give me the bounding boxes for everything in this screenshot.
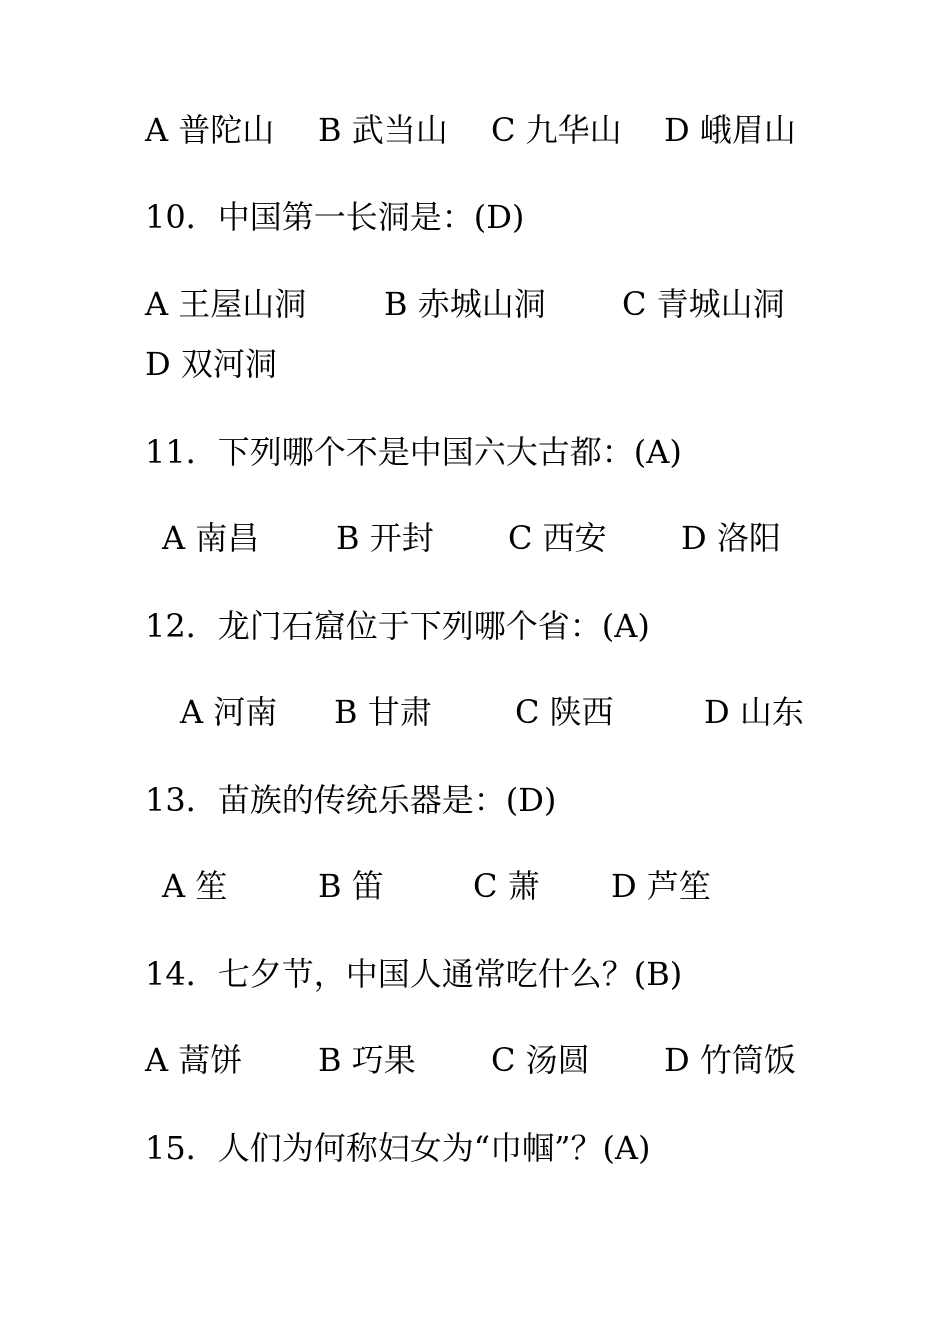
q15-question: 15．人们为何称妇女为“巾帼”？(A): [145, 1129, 651, 1167]
q9-option-d: D 峨眉山: [664, 111, 796, 149]
q13-options-row: [0, 866, 950, 906]
q13-option-d: D 芦笙: [611, 867, 711, 905]
q11-option-d: D 洛阳: [681, 519, 781, 557]
q12-options-row: [0, 692, 950, 732]
q13-option-a: A 笙: [162, 867, 228, 905]
q11-option-c: C 西安: [508, 519, 607, 557]
q9-option-b: B 武当山: [318, 111, 448, 149]
q9-option-c: C 九华山: [491, 111, 622, 149]
q13-option-b: B 笛: [318, 867, 384, 905]
q12-option-d: D 山东: [704, 693, 804, 731]
q10-option-b: B 赤城山洞: [384, 285, 546, 323]
q14-option-b: B 巧果: [318, 1041, 416, 1079]
q10-question: 10．中国第一长洞是：(D): [145, 198, 525, 236]
q12-option-b: B 甘肃: [334, 693, 432, 731]
q14-option-d: D 竹筒饭: [664, 1041, 796, 1079]
q14-options-row: [0, 1040, 950, 1080]
q10-option-c: C 青城山洞: [622, 285, 785, 323]
q13-option-c: C 萧: [473, 867, 540, 905]
q11-option-a: A 南昌: [162, 519, 260, 557]
q9-option-a: A 普陀山: [145, 111, 275, 149]
q12-question: 12．龙门石窟位于下列哪个省：(A): [145, 607, 650, 645]
q11-question: 11．下列哪个不是中国六大古都：(A): [145, 433, 682, 471]
q10-option-d: D 双河洞: [145, 345, 277, 383]
q14-question: 14．七夕节，中国人通常吃什么？(B): [145, 955, 683, 993]
q10-options-row: [0, 284, 950, 324]
q14-option-a: A 蒿饼: [145, 1041, 243, 1079]
q12-option-a: A 河南: [180, 693, 278, 731]
q13-question: 13．苗族的传统乐器是：(D): [145, 781, 557, 819]
q9-options-row: [0, 110, 950, 150]
q14-option-c: C 汤圆: [491, 1041, 590, 1079]
q10-option-a: A 王屋山洞: [145, 285, 307, 323]
q11-option-b: B 开封: [336, 519, 434, 557]
q11-options-row: [0, 518, 950, 558]
q12-option-c: C 陕西: [515, 693, 614, 731]
